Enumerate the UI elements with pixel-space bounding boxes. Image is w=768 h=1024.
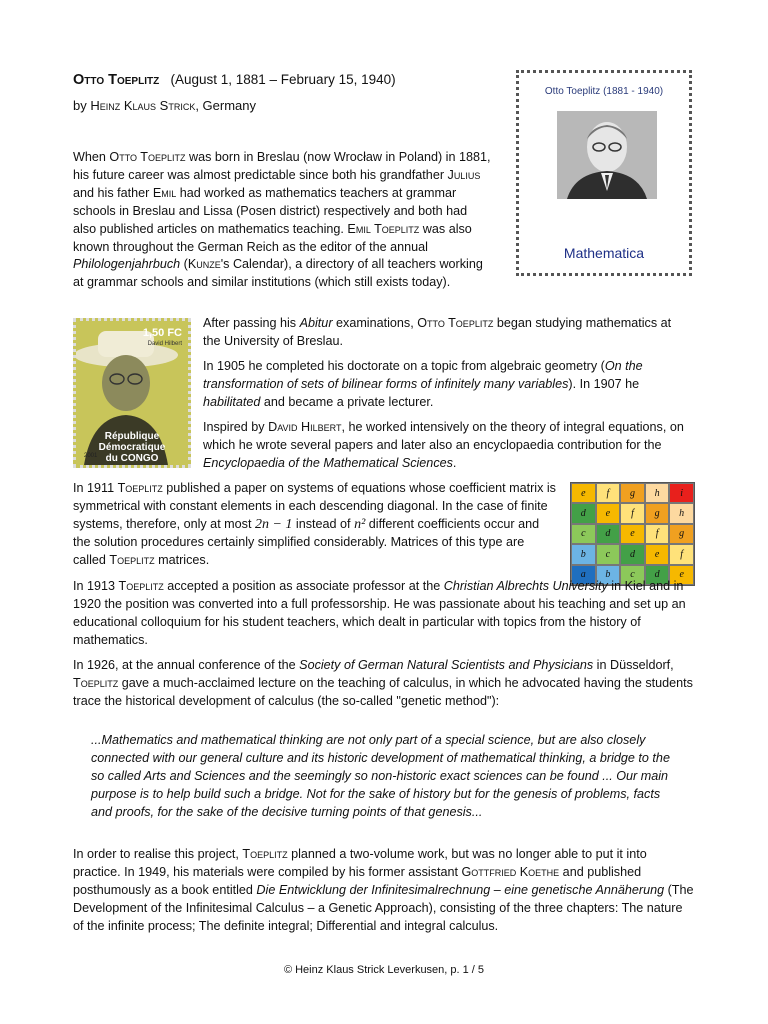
matrix-cell: g <box>669 524 694 544</box>
paragraph-1: When Otto Toeplitz was born in Breslau (now Wrocław in Poland) in 1881, his future career was almost predictable since both his grandfather Julius and his father Emil had worked as mathematics teachers at grammar schools in Breslau and Lissa (Posen district) respectively and both had also published articles on mathematics teaching. Emil Toeplitz was also known throughout the German Reich as the editor of the annual Philologenjahrbuch (Kunze's Calendar), a directory of all teachers working at grammar schools and similar institutions (which still exists today). <box>73 150 491 290</box>
matrix-cell: e <box>596 503 621 523</box>
subject-name: Otto Toeplitz <box>73 72 160 88</box>
paragraph-3: In 1905 he completed his doctorate on a topic from algebraic geometry (On the transformation of sets of bilinear forms of infinitely many variables). In 1907 he habilitated and became a private lecturer. <box>203 359 643 409</box>
paragraph-8: In order to realise this project, Toeplitz planned a two-volume work, but was no longer able to put it into practice. In 1949, his materials were compiled by his former assistant Gottfried Koethe and published posthumously as a book entitled Die Entwicklung der Infinitesimalrechnung – eine genetische Annäherung (The Development of the Infinitesimal Calculus – a Genetic Approach), consisting of the three chapters: The nature of the infinite process; The definite integral; Differential and integral calculus. <box>73 847 694 933</box>
formula-2n-minus-1: 2n − 1 <box>254 516 293 532</box>
matrix-cell: g <box>645 503 670 523</box>
matrix-cell: a <box>571 565 596 585</box>
paragraph-5: In 1911 Toeplitz published a paper on systems of equations whose coefficient matrix is symmetrical with constant elements in each descending diagonal. In the case of finite systems, therefore, only at most 2n − 1 instead of n² different coefficients occur and the solution procedures certainly simplified considerably. Matrices of this type are called Toeplitz matrices. <box>73 481 556 567</box>
quotation: ...Mathematics and mathematical thinking are not only part of a special science, but are also closely connected with our general culture and its historic development of mathematical thinking, a bridge to the so called Arts and Sciences and the seemingly so non-historic exact sciences can be found ... Our main purpose is to help build such a bridge. Not for the sake of history but for the genesis of problems, facts and proofs, for the sake of the decisive turning points of that genesis... <box>91 733 670 819</box>
matrix-cell: d <box>571 503 596 523</box>
article-title <box>73 71 396 89</box>
matrix-cell: c <box>571 524 596 544</box>
matrix-cell: h <box>669 503 694 523</box>
matrix-cell: c <box>620 565 645 585</box>
matrix-cell: b <box>596 565 621 585</box>
toeplitz-matrix-grid <box>570 482 695 586</box>
stamp-label: Mathematica <box>563 245 645 261</box>
subject-dates: (August 1, 1881 – February 15, 1940) <box>170 72 396 87</box>
author-name: Heinz Klaus Strick <box>90 98 196 113</box>
hilbert-stamp <box>73 318 191 468</box>
paragraph-4: Inspired by David Hilbert, he worked intensively on the theory of integral equations, on which he wrote several papers and later also an encyclopaedia contribution for the Encyclopaedia of the Mathematical Sciences. <box>203 420 684 470</box>
toeplitz-stamp <box>516 70 692 276</box>
matrix-cell: i <box>669 483 694 503</box>
matrix-cell: f <box>620 503 645 523</box>
matrix-cell: e <box>645 544 670 564</box>
matrix-cell: f <box>645 524 670 544</box>
paragraph-2: After passing his Abitur examinations, Otto Toeplitz began studying mathematics at the University of Breslau. <box>203 316 672 348</box>
matrix-cell: f <box>669 544 694 564</box>
stamp-value: 1,50 FC <box>142 327 182 339</box>
matrix-cell: e <box>669 565 694 585</box>
stamp-year: 2001 <box>84 453 98 459</box>
matrix-cell: d <box>645 565 670 585</box>
matrix-cell: f <box>596 483 621 503</box>
toeplitz-portrait <box>557 111 657 199</box>
paragraph-7: In 1926, at the annual conference of the Society of German Natural Scientists and Physicians in Düsseldorf, Toeplitz gave a much-acclaimed lecture on the teaching of calculus, in which he advocated having the students trace the historical development of calculus (the so-called "genetic method"): <box>73 658 693 708</box>
matrix-cell: e <box>620 524 645 544</box>
matrix-cell: h <box>645 483 670 503</box>
page-footer: © Heinz Klaus Strick Leverkusen, p. 1 / 5 <box>283 964 485 976</box>
matrix-cell: d <box>596 524 621 544</box>
byline: by Heinz Klaus Strick, Germany <box>73 98 257 113</box>
formula-n-squared: n² <box>354 516 366 532</box>
matrix-cell: b <box>571 544 596 564</box>
stamp-person-name: David Hilbert <box>147 341 182 347</box>
paragraph-6: In 1913 Toeplitz accepted a position as associate professor at the Christian Albrechts University in Kiel and in 1920 the position was converted into a full professorship. He was passionate about his teaching and set up an educational colloquium for his student teachers, which dealt in particular with topics from the history of mathematics. <box>73 579 686 647</box>
matrix-cell: c <box>596 544 621 564</box>
stamp-country: République Démocratique du CONGO <box>98 431 166 464</box>
matrix-cell: g <box>620 483 645 503</box>
matrix-cell: e <box>571 483 596 503</box>
stamp-caption: Otto Toeplitz (1881 - 1940) <box>544 86 664 97</box>
matrix-cell: d <box>620 544 645 564</box>
